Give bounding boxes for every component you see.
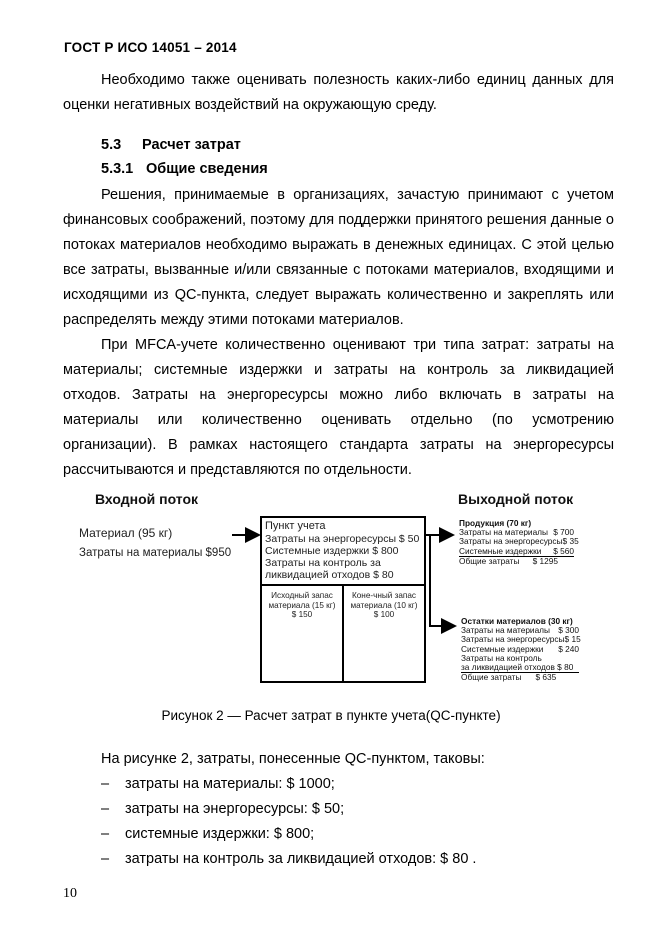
- document-id: ГОСТ Р ИСО 14051 – 2014: [64, 40, 237, 55]
- output-flow-title: Выходной поток: [458, 491, 574, 507]
- section-title: Расчет затрат: [142, 137, 241, 153]
- product-output-block: [459, 518, 579, 566]
- subsection-number: 5.3.1: [101, 161, 134, 177]
- qc-waste-cost-line2: ликвидацией отходов $ 80: [265, 569, 394, 581]
- initial-inventory-text: Исходный запас материала (15 кг) $ 150: [268, 591, 336, 619]
- page-number: 10: [63, 886, 77, 901]
- figure-caption: Рисунок 2 — Расчет затрат в пункте учета(QC-пункте): [161, 708, 501, 723]
- product-title: Продукция (70 кг): [459, 518, 532, 528]
- residue-arrow: [430, 535, 455, 626]
- intro-paragraph: Необходимо также оценивать полезность каких-либо единиц данных для оценки негативных воздействий на окружающую среду.: [63, 72, 614, 113]
- subsection-title: Общие сведения: [146, 161, 268, 177]
- qc-waste-cost-line1: Затраты на контроль за: [265, 557, 381, 569]
- residue-waste-line1: Затраты на контроль: [461, 652, 542, 663]
- input-flow-title: Входной поток: [95, 491, 199, 507]
- product-row: Затраты на материалы $ 700: [459, 527, 574, 538]
- qc-box-title: Пункт учета: [265, 520, 326, 532]
- list-item: – системные издержки: $ 800;: [101, 826, 315, 842]
- product-row: Затраты на энергоресурсы $ 35: [459, 536, 579, 547]
- list-item: – затраты на материалы: $ 1000;: [101, 776, 335, 792]
- list-item: – затраты на контроль за ликвидацией отходов: $ 80 .: [101, 851, 477, 867]
- residue-waste-line2: за ликвидацией отходов $ 80: [461, 663, 579, 673]
- qc-system-cost: Системные издержки $ 800: [265, 545, 399, 557]
- residue-total-row: Общие затраты $ 635: [461, 672, 557, 683]
- costs-intro: На рисунке 2, затраты, понесенные QC-пунктом, таковы:: [101, 751, 485, 767]
- paragraph-mfca: При MFCA-учете количественно оценивают три типа затрат: затраты на материалы; системные издержки и затраты на контроль за ликвидацией отходов. Затраты на энергоресурсы можно либо включать в затраты на материалы или количественно оценивать отдельно (по усмотрению организации). В рамках настоящего стандарта затраты на энергоресурсы рассчитываются и представляются по отдельности.: [63, 337, 614, 478]
- residue-row: Затраты на материалы $ 300: [461, 625, 579, 636]
- product-row: Системные издержки $ 560: [459, 545, 574, 556]
- list-item: – затраты на энергоресурсы: $ 50;: [101, 801, 345, 817]
- paragraph-decisions: Решения, принимаемые в организациях, зачастую принимают с учетом финансовых соображений, поэтому для поддержки принятого решения данные о потоках материалов необходимо выражать в денежных единицах. С этой целью все затраты, вызванные и/или связанные с потоками материалов, входящими и исходящими из QC-пункта, следует выражать количественно и закреплять или распределять между этими потоками материалов.: [63, 187, 614, 328]
- section-number: 5.3: [101, 137, 122, 153]
- input-material-cost: Затраты на материалы $950: [79, 547, 232, 559]
- residue-row: Затраты на энергоресурсы $ 15: [461, 634, 581, 645]
- residue-title: Остатки материалов (30 кг): [461, 616, 573, 626]
- input-material: Материал (95 кг): [79, 526, 173, 540]
- qc-energy-cost: Затраты на энергоресурсы $ 50: [265, 533, 420, 545]
- product-total-row: Общие затраты $ 1295: [459, 555, 558, 566]
- residue-row: Системные издержки $ 240: [461, 643, 579, 654]
- residue-output-block: [461, 617, 579, 682]
- final-inventory-text: Коне-чный запас материала (10 кг) $ 100: [350, 591, 418, 619]
